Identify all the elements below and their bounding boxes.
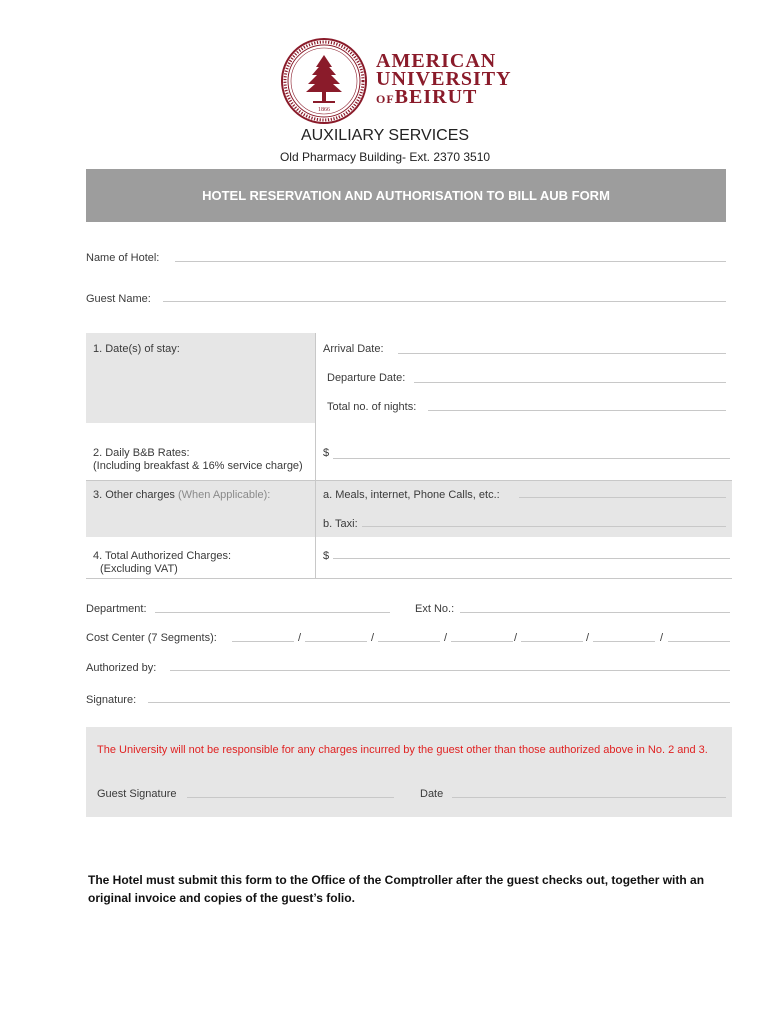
hotel-name-field[interactable]	[175, 261, 726, 262]
cost-center-seg-3[interactable]	[378, 641, 440, 642]
disclaimer-text: The University will not be responsible for any charges incurred by the guest other than those authorized above in No. 2 and 3.	[97, 744, 708, 756]
rule-2	[86, 578, 732, 579]
slash: /	[586, 632, 590, 644]
logo-line-beirut	[376, 86, 477, 109]
aub-seal-logo	[280, 37, 368, 125]
authorized-by-field[interactable]	[170, 670, 730, 671]
total-note: (Excluding VAT)	[100, 563, 178, 575]
signature-field[interactable]	[148, 702, 730, 703]
slash: /	[298, 632, 302, 644]
logo-beirut: BEIRUT	[394, 86, 478, 108]
footer-instruction: The Hotel must submit this form to the Office of the Comptroller after the guest checks out, together with an original invoice and copies of the guest’s folio.	[88, 873, 705, 905]
authorized-by-label: Authorized by:	[86, 662, 157, 674]
other-charges-label	[93, 489, 270, 501]
building-info: Old Pharmacy Building- Ext. 2370 3510	[279, 150, 491, 164]
signature-label: Signature:	[86, 694, 137, 706]
nights-label: Total no. of nights:	[327, 401, 417, 413]
form-title: HOTEL RESERVATION AND AUTHORISATION TO BILL AUB FORM	[202, 188, 610, 203]
taxi-label: b. Taxi:	[323, 518, 358, 530]
taxi-field[interactable]	[362, 526, 726, 527]
departure-date-field[interactable]	[414, 382, 726, 383]
cost-center-seg-4[interactable]	[451, 641, 513, 642]
rates-field[interactable]	[333, 458, 730, 459]
guest-name-field[interactable]	[163, 301, 726, 302]
slash: /	[371, 632, 375, 644]
table-divider	[315, 333, 316, 578]
ext-field[interactable]	[460, 612, 730, 613]
cost-center-seg-5[interactable]	[521, 641, 583, 642]
notice-panel	[86, 727, 732, 817]
arrival-date-label: Arrival Date:	[323, 343, 384, 355]
slash: /	[660, 632, 664, 644]
cost-center-seg-1[interactable]	[232, 641, 294, 642]
total-currency: $	[323, 550, 330, 562]
guest-name-label: Guest Name:	[86, 293, 151, 305]
department-title: AUXILIARY SERVICES	[300, 127, 470, 144]
logo-of: OF	[376, 92, 395, 106]
arrival-date-field[interactable]	[398, 353, 726, 354]
logo-line-american: AMERICAN	[376, 50, 497, 72]
guest-signature-field[interactable]	[187, 797, 394, 798]
guest-date-label: Date	[420, 788, 444, 800]
other-charges-title: 3. Other charges	[93, 489, 175, 501]
form-title-banner	[86, 169, 726, 222]
slash: /	[444, 632, 448, 644]
cost-center-label: Cost Center (7 Segments):	[86, 632, 217, 644]
meals-field[interactable]	[519, 497, 726, 498]
other-charges-note: (When Applicable):	[178, 489, 271, 501]
rates-currency: $	[323, 447, 330, 459]
guest-date-field[interactable]	[452, 797, 726, 798]
departure-date-label: Departure Date:	[327, 372, 406, 384]
meals-label: a. Meals, internet, Phone Calls, etc.:	[323, 489, 500, 501]
department-label: Department:	[86, 603, 147, 615]
total-label: 4. Total Authorized Charges:	[93, 550, 231, 562]
rates-note: (Including breakfast & 16% service charge)	[93, 460, 303, 472]
cost-center-seg-6[interactable]	[593, 641, 655, 642]
slash: /	[514, 632, 518, 644]
hotel-name-label: Name of Hotel:	[86, 252, 160, 264]
dates-label: 1. Date(s) of stay:	[93, 343, 180, 355]
cost-center-seg-2[interactable]	[305, 641, 367, 642]
rates-label: 2. Daily B&B Rates:	[93, 447, 190, 459]
seal-year: 1866	[318, 107, 330, 113]
nights-field[interactable]	[428, 410, 726, 411]
guest-signature-label: Guest Signature	[97, 788, 177, 800]
total-field[interactable]	[333, 558, 730, 559]
ext-label: Ext No.:	[415, 603, 455, 615]
department-field[interactable]	[155, 612, 390, 613]
cost-center-seg-7[interactable]	[668, 641, 730, 642]
rule-1	[86, 480, 732, 481]
logo-line-university: UNIVERSITY	[376, 68, 512, 90]
